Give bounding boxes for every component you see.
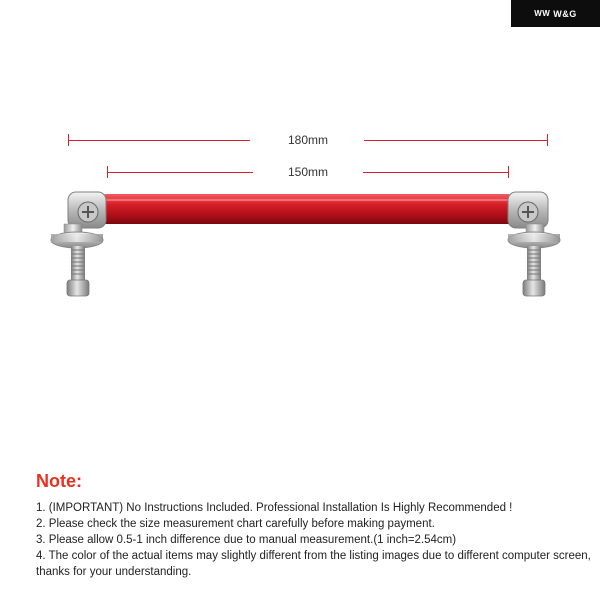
note-item: 4. The color of the actual items may slightly different from the listing images due to different computer screen, thanks for your understanding. bbox=[36, 550, 591, 578]
brand-logo bbox=[511, 0, 600, 27]
dimension-inner bbox=[107, 165, 509, 179]
left-fitting bbox=[51, 192, 106, 296]
brand-name: W&G bbox=[553, 8, 577, 19]
note-list bbox=[36, 500, 592, 580]
strut-bar-image bbox=[40, 180, 570, 310]
right-fitting bbox=[508, 192, 560, 296]
note-item: 3. Please allow 0.5-1 inch difference due to manual measurement.(1 inch=2.54cm) bbox=[36, 534, 457, 546]
dimension-outer bbox=[68, 133, 548, 147]
note-item: 1. (IMPORTANT) No Instructions Included. Professional Installation Is Highly Recommended ! bbox=[36, 502, 513, 514]
dimension-inner-label: 150mm bbox=[287, 165, 328, 179]
note-item: 2. Please check the size measurement chart carefully before making payment. bbox=[36, 518, 435, 530]
dimension-outer-label: 180mm bbox=[287, 133, 328, 147]
brand-mark-icon: WW bbox=[534, 9, 551, 18]
note-title: Note: bbox=[36, 471, 82, 491]
